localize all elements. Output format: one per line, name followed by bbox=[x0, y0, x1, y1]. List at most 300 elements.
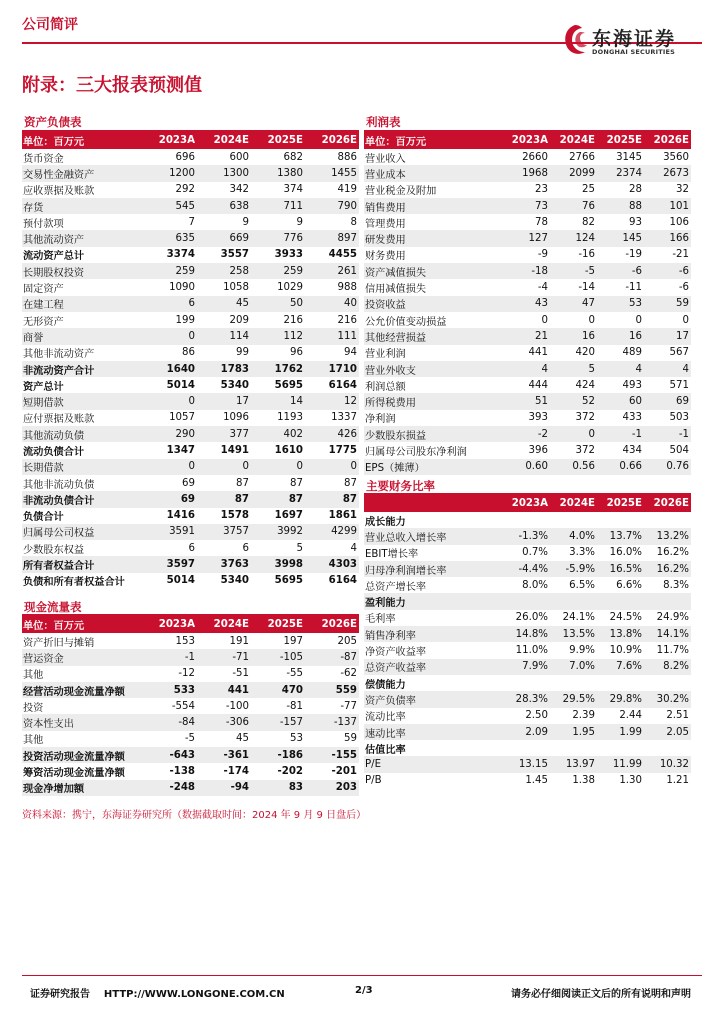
row-value: -155 bbox=[305, 747, 359, 763]
table-row bbox=[22, 296, 359, 312]
income-statement-title: 利润表 bbox=[366, 115, 401, 129]
row-label: 流动比率 bbox=[365, 712, 406, 724]
row-label: 预付款项 bbox=[23, 218, 64, 230]
row-label: 固定资产 bbox=[23, 284, 64, 296]
row-label: 长期借款 bbox=[22, 459, 143, 475]
row-value: 3998 bbox=[251, 556, 305, 572]
row-label: 存货 bbox=[22, 198, 143, 214]
row-value: -554 bbox=[171, 700, 195, 712]
row-label: 总资产增长率 bbox=[365, 581, 427, 593]
row-value: 493 bbox=[622, 379, 642, 391]
row-label: 应收票据及账款 bbox=[23, 186, 95, 198]
row-value: 1.21 bbox=[666, 775, 689, 787]
row-value: -306 bbox=[197, 714, 251, 730]
table-row bbox=[364, 675, 691, 691]
row-value: 50 bbox=[251, 296, 305, 312]
balance-sheet-table bbox=[22, 132, 359, 589]
table-row bbox=[364, 724, 691, 740]
row-label: 偿债能力 bbox=[365, 679, 406, 691]
table-row bbox=[22, 780, 359, 796]
row-value: 776 bbox=[251, 230, 305, 246]
row-label: 非流动资产合计 bbox=[22, 361, 143, 377]
row-label: 所得税费用 bbox=[364, 393, 503, 409]
row-value: 43 bbox=[503, 296, 550, 312]
row-label: 在建工程 bbox=[22, 296, 143, 312]
table-row bbox=[22, 731, 359, 747]
row-label: 其他流动负债 bbox=[22, 426, 143, 442]
table-row bbox=[364, 279, 691, 295]
row-value: 45 bbox=[197, 296, 251, 312]
row-value: 1.45 bbox=[525, 775, 548, 787]
brand-logo bbox=[560, 22, 700, 62]
row-value: 6 bbox=[242, 542, 249, 554]
row-label: 资产负债率 bbox=[364, 691, 503, 707]
row-label: 其他经营损益 bbox=[364, 328, 503, 344]
row-label: 公允价值变动损益 bbox=[365, 316, 447, 328]
footer-website[interactable]: 证券研究报告 HTTP://WWW.LONGONE.COM.CN bbox=[30, 989, 285, 1000]
row-label: 归属母公司权益 bbox=[22, 524, 143, 540]
row-label: 管理费用 bbox=[365, 218, 406, 230]
row-value: -14 bbox=[578, 282, 595, 294]
row-value: 9.9% bbox=[569, 645, 595, 657]
row-value: 199 bbox=[175, 314, 195, 326]
row-label: 交易性金融资产 bbox=[22, 165, 143, 181]
row-value: 886 bbox=[337, 151, 357, 163]
row-value: 434 bbox=[622, 444, 642, 456]
row-value: -248 bbox=[143, 780, 197, 796]
column-header-2023a: 2023A bbox=[143, 616, 197, 633]
table-row bbox=[22, 666, 359, 682]
row-value: 47 bbox=[550, 296, 597, 312]
row-value: -1.3% bbox=[503, 528, 550, 544]
row-value: 69 bbox=[644, 393, 691, 409]
row-label: 其他 bbox=[23, 735, 44, 747]
row-value: -361 bbox=[197, 747, 251, 763]
row-label: 成长能力 bbox=[365, 516, 406, 528]
row-value: -84 bbox=[143, 714, 197, 730]
table-row bbox=[364, 361, 691, 377]
column-header-2024e: 2024E bbox=[197, 132, 251, 149]
row-label: 资本性支出 bbox=[22, 714, 143, 730]
row-value: 0.60 bbox=[503, 459, 550, 475]
table-row bbox=[364, 247, 691, 263]
row-value: 1416 bbox=[166, 510, 195, 522]
row-value: -186 bbox=[251, 747, 305, 763]
column-header-unit: 单位：百万元 bbox=[364, 132, 503, 149]
row-label: 营业收入 bbox=[365, 153, 406, 165]
table-row bbox=[364, 165, 691, 181]
row-value bbox=[644, 740, 691, 756]
row-value: 21 bbox=[503, 328, 550, 344]
row-value: 203 bbox=[305, 780, 359, 796]
row-value: 12 bbox=[305, 393, 359, 409]
column-header-2023a: 2023A bbox=[503, 495, 550, 512]
row-value: -5 bbox=[550, 263, 597, 279]
row-value: 4 bbox=[503, 361, 550, 377]
table-row bbox=[364, 740, 691, 756]
column-header-2025e: 2025E bbox=[597, 495, 644, 512]
row-label: 应付票据及账款 bbox=[23, 414, 95, 426]
row-value: -51 bbox=[232, 668, 249, 680]
row-value: 1300 bbox=[197, 165, 251, 181]
table-row bbox=[22, 426, 359, 442]
table-row bbox=[364, 263, 691, 279]
row-value: 0 bbox=[251, 459, 305, 475]
row-value: -6 bbox=[678, 282, 689, 294]
row-value: 8.2% bbox=[644, 659, 691, 675]
row-value: 16.5% bbox=[597, 561, 644, 577]
row-value: 8 bbox=[350, 216, 357, 228]
row-value: 13.7% bbox=[597, 528, 644, 544]
row-value: 259 bbox=[143, 263, 197, 279]
footer-disclaimer: 请务必仔细阅读正文后的所有说明和声明 bbox=[511, 989, 691, 1000]
table-row bbox=[22, 633, 359, 649]
row-value: 191 bbox=[229, 635, 249, 647]
table-row bbox=[364, 345, 691, 361]
table-row bbox=[364, 410, 691, 426]
row-value: 635 bbox=[143, 230, 197, 246]
row-label: 毛利率 bbox=[365, 614, 396, 626]
row-value: 87 bbox=[290, 477, 303, 489]
row-value: 25 bbox=[582, 184, 595, 196]
row-value: 59 bbox=[644, 296, 691, 312]
row-value: 8.0% bbox=[522, 579, 548, 591]
table-row bbox=[22, 377, 359, 393]
row-value: 2099 bbox=[550, 165, 597, 181]
row-value: 638 bbox=[197, 198, 251, 214]
row-value: 1347 bbox=[166, 444, 195, 456]
table-row bbox=[22, 475, 359, 491]
row-value: 2766 bbox=[569, 151, 595, 163]
table-row bbox=[364, 528, 691, 544]
row-value: 216 bbox=[337, 314, 357, 326]
row-value: 433 bbox=[622, 412, 642, 424]
row-value: 1968 bbox=[503, 165, 550, 181]
table-row bbox=[22, 459, 359, 475]
row-value: 0.66 bbox=[597, 459, 644, 475]
row-value: 342 bbox=[229, 184, 249, 196]
table-row bbox=[22, 149, 359, 165]
row-value: -21 bbox=[672, 249, 689, 261]
row-label: 盈利能力 bbox=[364, 593, 503, 609]
row-value: 3933 bbox=[274, 249, 303, 261]
row-value: 30.2% bbox=[644, 691, 691, 707]
column-header-blank bbox=[364, 495, 503, 512]
row-value: 0 bbox=[143, 459, 197, 475]
row-label: P/B bbox=[365, 775, 382, 787]
row-label: 净资产收益率 bbox=[365, 647, 427, 659]
row-value: 2.51 bbox=[666, 710, 689, 722]
row-value: 426 bbox=[305, 426, 359, 442]
row-value: 83 bbox=[251, 780, 305, 796]
row-value: 2.39 bbox=[572, 710, 595, 722]
row-value bbox=[597, 593, 644, 609]
financial-ratios-title: 主要财务比率 bbox=[366, 479, 435, 493]
row-value: 209 bbox=[229, 314, 249, 326]
row-value: 711 bbox=[251, 198, 305, 214]
row-label: 少数股东损益 bbox=[364, 426, 503, 442]
table-row bbox=[364, 756, 691, 772]
row-value: -5 bbox=[184, 733, 195, 745]
table-row bbox=[22, 230, 359, 246]
row-value: 0 bbox=[635, 314, 642, 326]
row-value: 32 bbox=[676, 184, 689, 196]
row-value: -138 bbox=[169, 766, 195, 778]
table-row bbox=[364, 577, 691, 593]
table-row bbox=[22, 491, 359, 507]
row-value: 6 bbox=[143, 296, 197, 312]
row-value: 101 bbox=[644, 198, 691, 214]
row-value: -94 bbox=[197, 780, 251, 796]
row-value: 29.8% bbox=[597, 691, 644, 707]
row-value: 2.05 bbox=[644, 724, 691, 740]
row-value: 1337 bbox=[331, 412, 357, 424]
row-value: 5340 bbox=[220, 379, 249, 391]
row-value bbox=[550, 740, 597, 756]
table-row bbox=[364, 773, 691, 789]
row-value bbox=[644, 593, 691, 609]
row-value: 261 bbox=[305, 263, 359, 279]
row-value: 23 bbox=[535, 184, 548, 196]
row-label: EPS（摊薄） bbox=[364, 459, 503, 475]
row-value: -105 bbox=[251, 649, 305, 665]
row-value: 60 bbox=[597, 393, 644, 409]
row-value: 600 bbox=[229, 151, 249, 163]
row-label: 短期借款 bbox=[22, 393, 143, 409]
row-value: 24.9% bbox=[656, 612, 689, 624]
row-value: 5014 bbox=[166, 575, 195, 587]
row-value bbox=[503, 675, 550, 691]
row-value: 112 bbox=[251, 328, 305, 344]
table-row bbox=[364, 442, 691, 458]
row-value: 571 bbox=[669, 379, 689, 391]
row-value: 114 bbox=[197, 328, 251, 344]
row-value: 11.0% bbox=[515, 645, 548, 657]
row-value: 669 bbox=[197, 230, 251, 246]
row-label: 其他 bbox=[23, 670, 44, 682]
row-value: 5014 bbox=[166, 379, 195, 391]
row-value: 1578 bbox=[220, 510, 249, 522]
table-row bbox=[364, 561, 691, 577]
row-value: 6164 bbox=[328, 379, 357, 391]
row-value: 87 bbox=[236, 477, 249, 489]
row-value: -202 bbox=[277, 766, 303, 778]
row-value: 372 bbox=[575, 444, 595, 456]
row-value: 3597 bbox=[143, 556, 197, 572]
row-value: 7 bbox=[188, 216, 195, 228]
row-value: -100 bbox=[225, 700, 249, 712]
row-label: 财务费用 bbox=[365, 251, 406, 263]
row-value: 372 bbox=[575, 412, 595, 424]
row-label: 营业外收支 bbox=[364, 361, 503, 377]
row-value: 13.5% bbox=[550, 626, 597, 642]
cash-flow-table bbox=[22, 616, 359, 796]
row-value bbox=[597, 512, 644, 528]
row-value: 1491 bbox=[220, 444, 249, 456]
row-value: -1 bbox=[644, 426, 691, 442]
row-value: 4303 bbox=[305, 556, 359, 572]
row-value: 1058 bbox=[223, 282, 249, 294]
row-value bbox=[644, 512, 691, 528]
row-value: 3145 bbox=[616, 151, 642, 163]
row-value: 1096 bbox=[223, 412, 249, 424]
row-value: 87 bbox=[305, 491, 359, 507]
row-value: 290 bbox=[143, 426, 197, 442]
row-value: 5 bbox=[296, 542, 303, 554]
table-row bbox=[364, 312, 691, 328]
row-value: 0 bbox=[541, 314, 548, 326]
row-value: 16 bbox=[550, 328, 597, 344]
table-row bbox=[364, 328, 691, 344]
row-value: 69 bbox=[143, 491, 197, 507]
table-row bbox=[22, 165, 359, 181]
row-value: 3992 bbox=[251, 524, 305, 540]
row-value: 0 bbox=[682, 314, 689, 326]
row-value: 5695 bbox=[274, 379, 303, 391]
row-value: 1193 bbox=[277, 412, 303, 424]
row-value: 0 bbox=[550, 426, 597, 442]
row-label: 营业总收入增长率 bbox=[364, 528, 503, 544]
row-label: 投资活动现金流量净额 bbox=[22, 747, 143, 763]
row-value: 1200 bbox=[143, 165, 197, 181]
row-value: 1057 bbox=[169, 412, 195, 424]
row-value: 96 bbox=[290, 347, 303, 359]
row-label: 投资 bbox=[23, 702, 44, 714]
row-value: 470 bbox=[251, 682, 305, 698]
row-value: -6 bbox=[644, 263, 691, 279]
table-row bbox=[22, 442, 359, 458]
row-value: 69 bbox=[182, 477, 195, 489]
table-row bbox=[22, 682, 359, 698]
row-value: 16.2% bbox=[644, 561, 691, 577]
row-value: 153 bbox=[175, 635, 195, 647]
row-value: 4 bbox=[597, 361, 644, 377]
row-label: 商誉 bbox=[22, 328, 143, 344]
row-label: 现金净增加额 bbox=[22, 780, 143, 796]
row-value: 6.5% bbox=[569, 579, 595, 591]
table-row bbox=[22, 714, 359, 730]
row-value: 441 bbox=[197, 682, 251, 698]
row-value: 10.9% bbox=[609, 645, 642, 657]
row-value: 78 bbox=[535, 216, 548, 228]
dragon-logo-icon bbox=[560, 22, 590, 60]
row-value: 166 bbox=[644, 230, 691, 246]
row-label: 营业利润 bbox=[365, 349, 406, 361]
row-value: 396 bbox=[528, 444, 548, 456]
table-row bbox=[22, 247, 359, 263]
row-value: 1710 bbox=[305, 361, 359, 377]
table-row bbox=[22, 524, 359, 540]
table-row bbox=[364, 149, 691, 165]
row-label: 负债合计 bbox=[23, 512, 64, 524]
row-value: 197 bbox=[283, 635, 303, 647]
row-value: 28 bbox=[629, 184, 642, 196]
row-label: 其他非流动资产 bbox=[23, 349, 95, 361]
row-value: 559 bbox=[305, 682, 359, 698]
row-value: 13.97 bbox=[550, 756, 597, 772]
row-value: 99 bbox=[236, 347, 249, 359]
row-value: 0.7% bbox=[522, 547, 548, 559]
row-value: -4.4% bbox=[503, 561, 550, 577]
row-value: -18 bbox=[503, 263, 550, 279]
row-value bbox=[550, 512, 597, 528]
row-value: 1.95 bbox=[550, 724, 597, 740]
table-row bbox=[364, 610, 691, 626]
row-value: 59 bbox=[344, 733, 357, 745]
table-row bbox=[364, 182, 691, 198]
row-label: 负债和所有者权益合计 bbox=[23, 577, 125, 589]
row-value: 4455 bbox=[328, 249, 357, 261]
row-value: 1.30 bbox=[619, 775, 642, 787]
table-row bbox=[364, 377, 691, 393]
row-value: 14 bbox=[251, 393, 305, 409]
row-label: EBIT增长率 bbox=[365, 549, 419, 561]
row-value: 53 bbox=[597, 296, 644, 312]
row-value: 82 bbox=[582, 216, 595, 228]
column-header-unit: 单位：百万元 bbox=[22, 616, 143, 633]
row-label: 流动负债合计 bbox=[23, 446, 85, 458]
row-value: -16 bbox=[578, 249, 595, 261]
row-value: 0 bbox=[197, 459, 251, 475]
table-row bbox=[364, 691, 691, 707]
row-value: -55 bbox=[286, 668, 303, 680]
row-value: 106 bbox=[669, 216, 689, 228]
row-value: 16.2% bbox=[656, 547, 689, 559]
row-value: 5 bbox=[550, 361, 597, 377]
row-value: 28.3% bbox=[503, 691, 550, 707]
row-value: 13.8% bbox=[597, 626, 644, 642]
row-value: 8.3% bbox=[663, 579, 689, 591]
table-row bbox=[22, 649, 359, 665]
row-value: 1090 bbox=[169, 282, 195, 294]
financial-ratios-table bbox=[364, 495, 691, 789]
row-label: 流动资产总计 bbox=[23, 251, 85, 263]
row-value: -9 bbox=[537, 249, 548, 261]
row-label: 其他流动资产 bbox=[22, 230, 143, 246]
row-label: P/E bbox=[364, 756, 503, 772]
column-header-2026e: 2026E bbox=[305, 616, 359, 633]
row-value: 790 bbox=[305, 198, 359, 214]
row-value: -643 bbox=[143, 747, 197, 763]
row-value: 374 bbox=[283, 184, 303, 196]
row-label: 销售净利率 bbox=[364, 626, 503, 642]
row-label: 销售费用 bbox=[364, 198, 503, 214]
table-row bbox=[364, 296, 691, 312]
table-row bbox=[22, 556, 359, 572]
cash-flow-title: 现金流量表 bbox=[24, 600, 82, 614]
row-value: 7.6% bbox=[597, 659, 644, 675]
row-value: 3757 bbox=[197, 524, 251, 540]
balance-sheet-title: 资产负债表 bbox=[24, 115, 82, 129]
row-value: 1762 bbox=[251, 361, 305, 377]
row-label: 归属母公司股东净利润 bbox=[365, 446, 467, 458]
row-value: 87 bbox=[197, 491, 251, 507]
row-value: 419 bbox=[337, 184, 357, 196]
row-value: 4.0% bbox=[550, 528, 597, 544]
page-number: 2/3 bbox=[355, 985, 373, 996]
footer-divider bbox=[22, 975, 702, 976]
row-value: 88 bbox=[597, 198, 644, 214]
row-value: 52 bbox=[550, 393, 597, 409]
row-value: 1380 bbox=[251, 165, 305, 181]
table-row bbox=[22, 410, 359, 426]
row-value: 93 bbox=[629, 216, 642, 228]
table-row bbox=[364, 626, 691, 642]
row-value: -157 bbox=[251, 714, 305, 730]
row-label: 长期股权投资 bbox=[22, 263, 143, 279]
table-row bbox=[364, 393, 691, 409]
row-label: 少数股东权益 bbox=[23, 544, 85, 556]
